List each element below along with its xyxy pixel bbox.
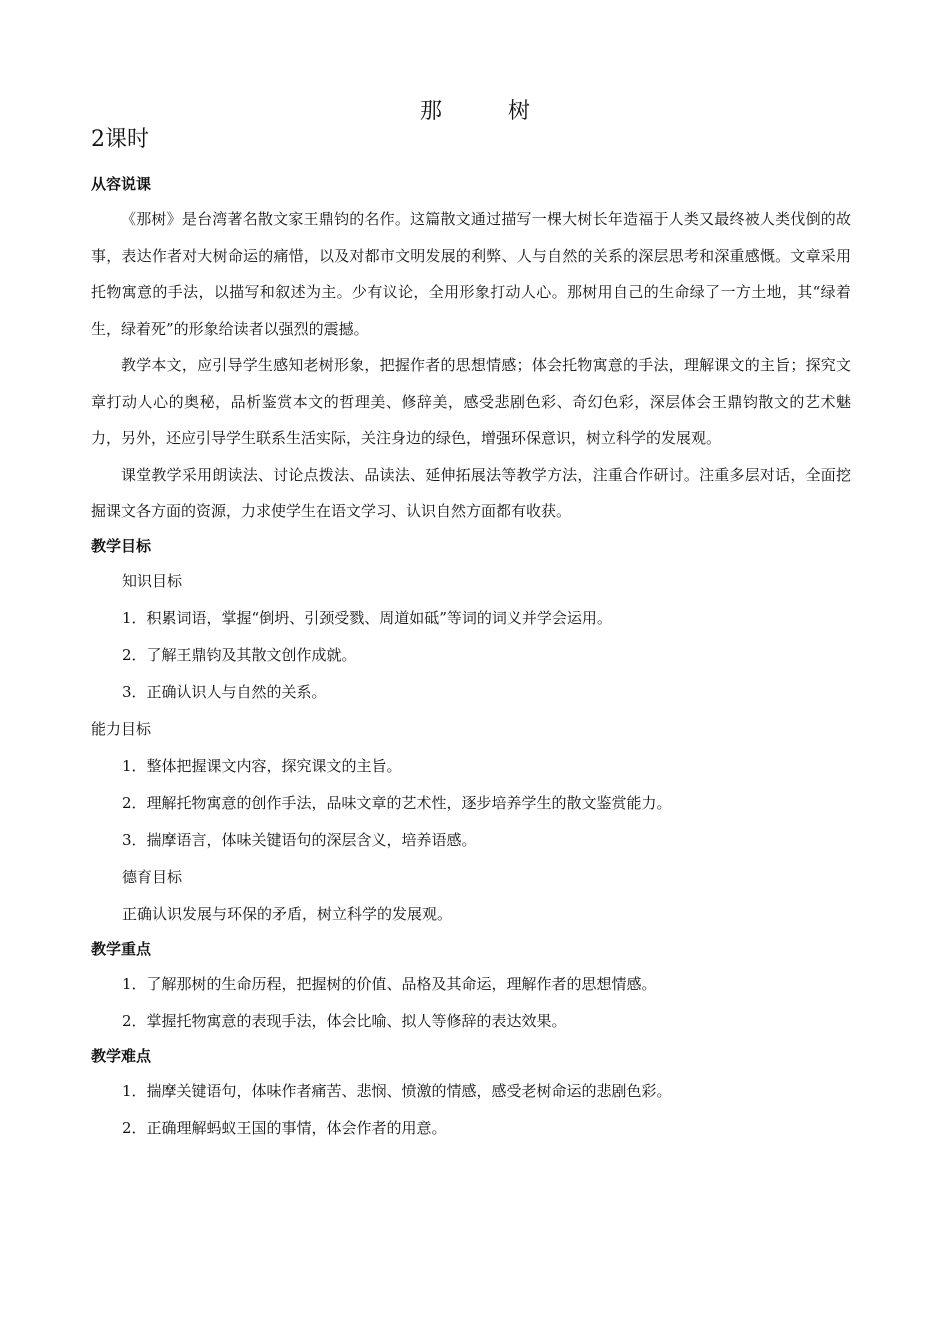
lesson-talk-paragraph-2: 教学本文，应引导学生感知老树形象，把握作者的思想情感；体会托物寓意的手法，理解课文的主旨；探究文章打动人心的奥秘，品析鉴赏本文的哲理美、修辞美，感受悲剧色彩、奇幻色彩，深层体会王鼎钧散文的艺术魅力，另外，还应引导学生联系生活实际，关注身边的绿色，增强环保意识，树立科学的发展观。 bbox=[91, 356, 851, 447]
ability-item: 2．理解托物寓意的创作手法，品味文章的艺术性，逐步培养学生的散文鉴赏能力。 bbox=[122, 793, 672, 812]
ability-objectives-label: 能力目标 bbox=[91, 719, 152, 738]
section-heading-objectives: 教学目标 bbox=[91, 536, 152, 555]
key-point-item: 1．了解那树的生命历程，把握树的价值、品格及其命运，理解作者的思想情感。 bbox=[122, 974, 657, 993]
difficulty-item: 1．揣摩关键语句，体味作者痛苦、悲悯、愤激的情感，感受老树命运的悲剧色彩。 bbox=[122, 1081, 672, 1100]
ability-item: 3．揣摩语言，体味关键语句的深层含义，培养语感。 bbox=[122, 830, 477, 849]
moral-objectives-label: 德育目标 bbox=[122, 867, 183, 886]
key-point-item: 2．掌握托物寓意的表现手法，体会比喻、拟人等修辞的表达效果。 bbox=[122, 1011, 567, 1030]
knowledge-item: 3．正确认识人与自然的关系。 bbox=[122, 682, 327, 701]
knowledge-item: 2．了解王鼎钧及其散文创作成就。 bbox=[122, 645, 357, 664]
difficulty-item: 2．正确理解蚂蚁王国的事情，体会作者的用意。 bbox=[122, 1118, 447, 1137]
ability-item: 1．整体把握课文内容，探究课文的主旨。 bbox=[122, 756, 402, 775]
section-heading-difficulties: 教学难点 bbox=[91, 1046, 152, 1065]
knowledge-item: 1．积累词语，掌握“倒坍、引颈受戮、周道如砥”等词的词义并学会运用。 bbox=[122, 608, 612, 627]
knowledge-objectives-label: 知识目标 bbox=[122, 571, 183, 590]
lesson-talk-paragraph-3: 课堂教学采用朗读法、讨论点拨法、品读法、延伸拓展法等教学方法，注重合作研讨。注重多层对话，全面挖掘课文各方面的资源，力求使学生在语文学习、认识自然方面都有收获。 bbox=[91, 465, 851, 520]
document-title: 那 树 bbox=[419, 99, 552, 124]
section-heading-key-points: 教学重点 bbox=[91, 939, 152, 958]
moral-objective-text: 正确认识发展与环保的矛盾，树立科学的发展观。 bbox=[122, 904, 453, 923]
document-body bbox=[91, 168, 851, 1147]
lesson-talk-paragraph-1: 《那树》是台湾著名散文家王鼎钧的名作。这篇散文通过描写一棵大树长年造福于人类又最终被人类伐倒的故事，表达作者对大树命运的痛惜，以及对都市文明发展的利弊、人与自然的关系的深层思考和深重感慨。文章采用托物寓意的手法，以描写和叙述为主。少有议论，全用形象打动人心。那树用自己的生命绿了一方土地，其“绿着生，绿着死”的形象给读者以强烈的震撼。 bbox=[91, 210, 851, 338]
section-heading-lesson-talk: 从容说课 bbox=[91, 175, 152, 193]
class-periods: 2课时 bbox=[91, 127, 149, 152]
